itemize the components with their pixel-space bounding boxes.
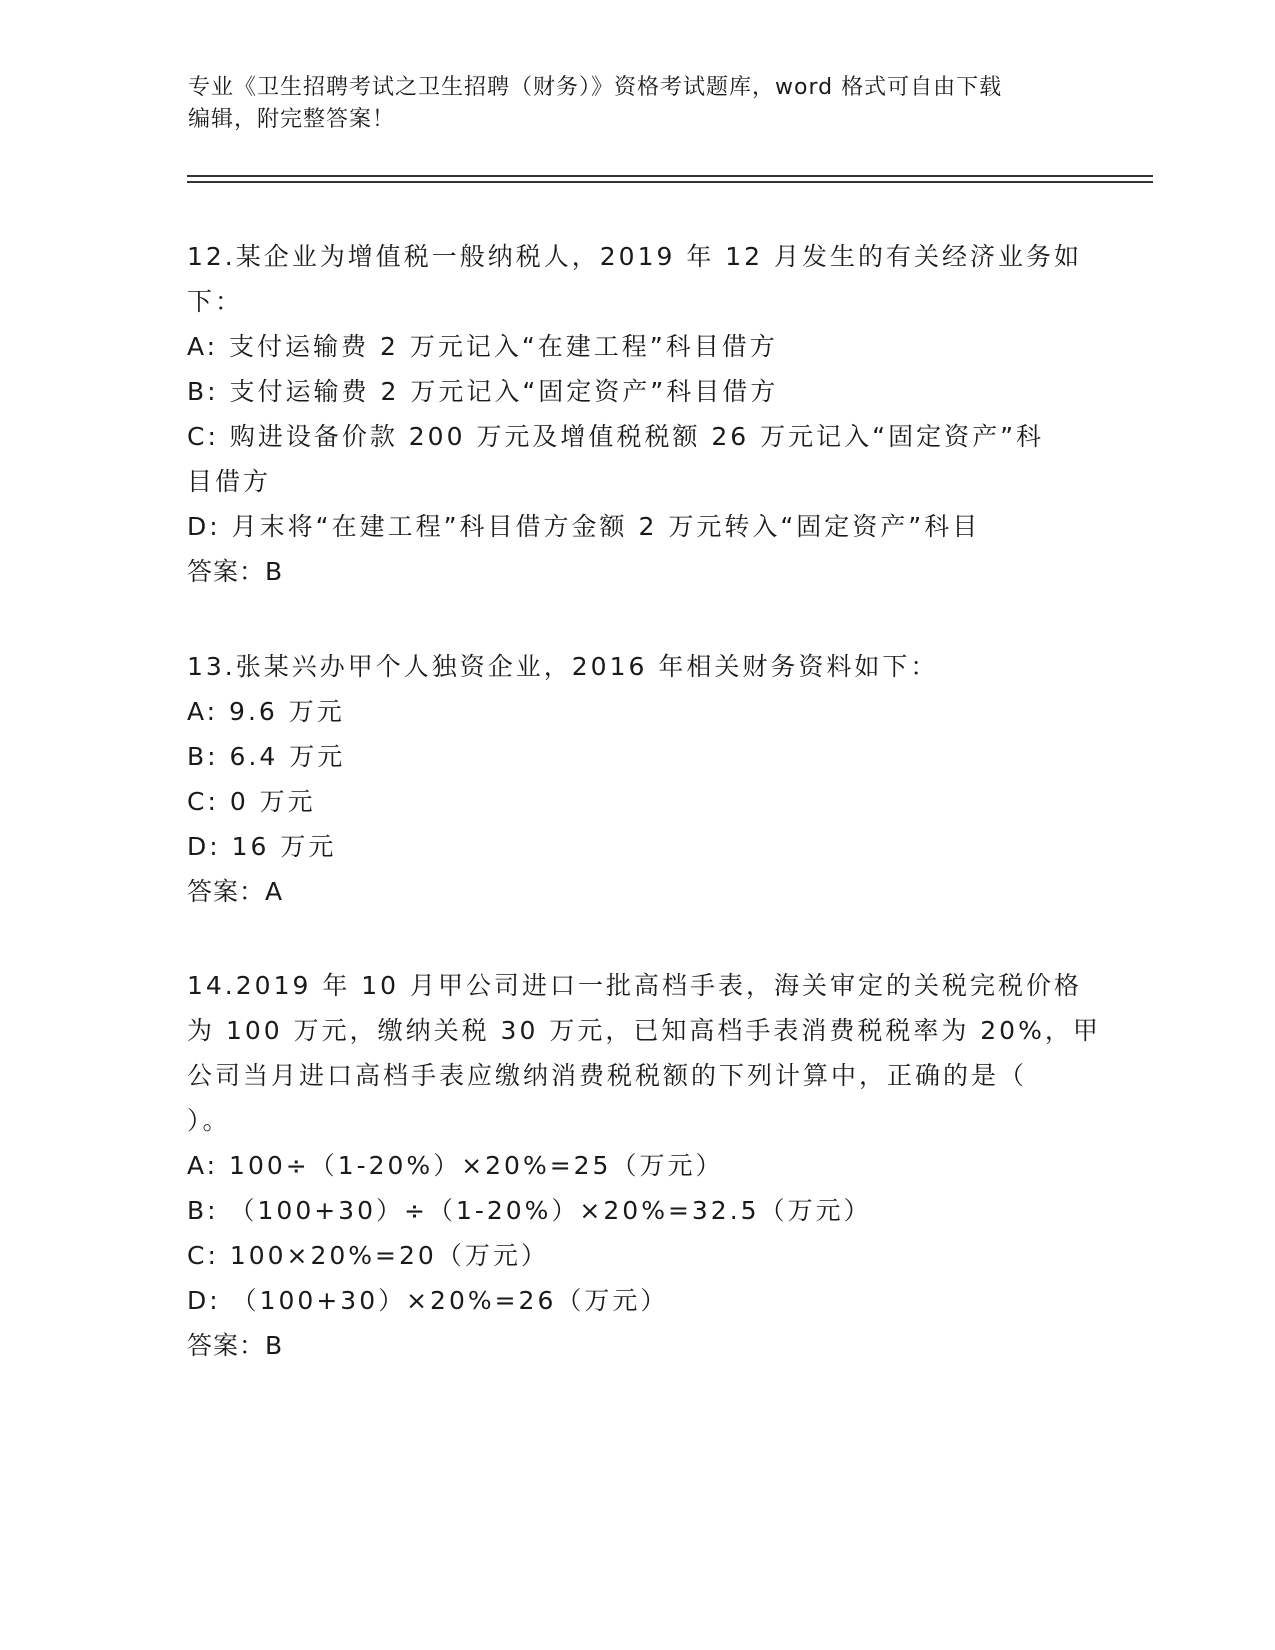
question-14 <box>187 963 1101 1368</box>
option-d: D: （100+30）×20%=26（万元） <box>187 1286 669 1315</box>
answer-line: 答案：B <box>187 557 284 586</box>
header-line-2: 编辑，附完整答案！ <box>188 107 396 132</box>
answer-line: 答案：B <box>187 1331 284 1360</box>
option-d: D: 月末将“在建工程”科目借方金额 2 万元转入“固定资产”科目 <box>187 512 981 541</box>
option-b: B: （100+30）÷（1-20%）×20%=32.5（万元） <box>187 1196 872 1225</box>
question-text-line: 为 100 万元，缴纳关税 30 万元，已知高档手表消费税税率为 20%，甲 <box>187 1016 1101 1045</box>
header-divider-bottom <box>187 181 1153 183</box>
document-header <box>188 72 1068 136</box>
question-12 <box>187 234 1083 594</box>
option-a: A: 100÷（1-20%）×20%=25（万元） <box>187 1151 724 1180</box>
option-a: A: 支付运输费 2 万元记入“在建工程”科目借方 <box>187 332 778 361</box>
question-text-line: 13.张某兴办甲个人独资企业，2016 年相关财务资料如下： <box>187 652 939 681</box>
option-c: C: 0 万元 <box>187 787 316 816</box>
header-divider-top <box>187 175 1153 177</box>
header-line-1: 专业《卫生招聘考试之卫生招聘（财务）》资格考试题库，word 格式可自由下载 <box>188 75 1003 100</box>
option-d: D: 16 万元 <box>187 832 337 861</box>
option-c: C: 100×20%=20（万元） <box>187 1241 549 1270</box>
option-b: B: 支付运输费 2 万元记入“固定资产”科目借方 <box>187 377 779 406</box>
question-text-line: 公司当月进口高档手表应缴纳消费税税额的下列计算中，正确的是（ <box>187 1061 1028 1090</box>
question-text-line: 12.某企业为增值税一般纳税人，2019 年 12 月发生的有关经济业务如 <box>187 242 1083 271</box>
question-text-line: 下： <box>187 287 244 316</box>
option-c: C: 购进设备价款 200 万元及增值税税额 26 万元记入“固定资产”科 <box>187 422 1045 451</box>
option-a: A: 9.6 万元 <box>187 697 345 726</box>
question-13 <box>187 644 1067 914</box>
option-c-continued: 目借方 <box>187 467 272 496</box>
question-text-line: 14.2019 年 10 月甲公司进口一批高档手表，海关审定的关税完税价格 <box>187 971 1083 1000</box>
option-b: B: 6.4 万元 <box>187 742 346 771</box>
question-text-line: ）。 <box>187 1106 231 1135</box>
answer-line: 答案：A <box>187 877 284 906</box>
